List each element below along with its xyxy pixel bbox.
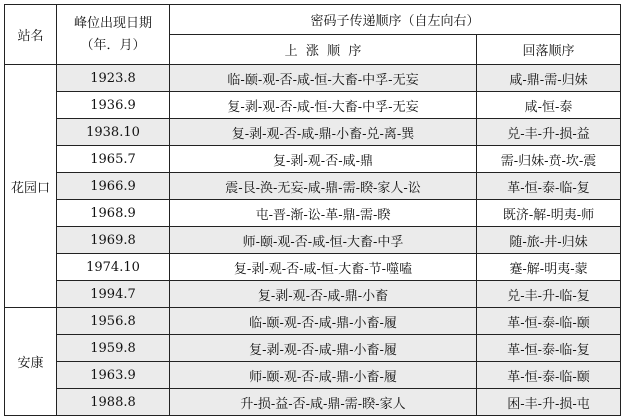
date-cell: 1988.8 (57, 389, 170, 416)
table-row (5, 362, 621, 389)
table-row (5, 146, 621, 173)
date-cell: 1969.8 (57, 227, 170, 254)
date-cell: 1956.8 (57, 308, 170, 335)
date-cell: 1936.9 (57, 92, 170, 119)
ascending-cell: 屯-晋-渐-讼-革-鼎-需-睽 (170, 200, 477, 227)
descending-cell: 兑-丰-升-临-复 (477, 281, 621, 308)
descending-cell: 革-恒-泰-临-颐 (477, 308, 621, 335)
ascending-cell: 升-损-益-否-咸-鼎-需-睽-家人 (170, 389, 477, 416)
table-row (5, 335, 621, 362)
date-cell: 1965.7 (57, 146, 170, 173)
header-date-line1: 峰位出现日期 (73, 15, 152, 31)
station-cell-huayuankou: 花园口 (5, 65, 57, 308)
table-row (5, 92, 621, 119)
header-ascending (170, 35, 477, 65)
descending-cell: 蹇-解-明夷-蒙 (477, 254, 621, 281)
ascending-cell: 复-剥-观-否-咸-鼎 (170, 146, 477, 173)
descending-cell: 革-恒-泰-临-复 (477, 173, 621, 200)
date-cell: 1938.10 (57, 119, 170, 146)
ascending-cell: 师-颐-观-否-咸-恒-大畜-中孚 (170, 227, 477, 254)
table-row (5, 308, 621, 335)
descending-cell: 咸-恒-泰 (477, 92, 621, 119)
header-ascending-label: 上 涨 顺 序 (284, 44, 362, 59)
date-cell: 1923.8 (57, 65, 170, 92)
header-station: 站名 (5, 5, 57, 65)
ascending-cell: 复-剥-观-否-咸-鼎-小畜-兑-离-巽 (170, 119, 477, 146)
date-cell: 1966.9 (57, 173, 170, 200)
header-date-line2: （年．月） (80, 37, 146, 53)
table-row (5, 254, 621, 281)
table-row (5, 227, 621, 254)
ascending-cell: 临-颐-观-否-咸-恒-大畜-中孚-无妄 (170, 65, 477, 92)
descending-cell: 随-旅-井-归妹 (477, 227, 621, 254)
station-cell-ankang: 安康 (5, 308, 57, 416)
ascending-cell: 复-剥-观-否-咸-鼎-小畜-履 (170, 335, 477, 362)
header-sequence-group: 密码子传递顺序（自左向右） (170, 5, 621, 35)
codon-sequence-table (4, 4, 621, 416)
table-row (5, 119, 621, 146)
ascending-cell: 临-颐-观-否-咸-鼎-小畜-履 (170, 308, 477, 335)
ascending-cell: 震-艮-涣-无妄-咸-鼎-需-睽-家人-讼 (170, 173, 477, 200)
descending-cell: 革-恒-泰-临-颐 (477, 362, 621, 389)
ascending-cell: 师-颐-观-否-咸-鼎-小畜-履 (170, 362, 477, 389)
date-cell: 1959.8 (57, 335, 170, 362)
table-row (5, 281, 621, 308)
table-row (5, 200, 621, 227)
header-descending: 回落顺序 (477, 35, 621, 65)
ascending-cell: 复-剥-观-否-咸-鼎-小畜 (170, 281, 477, 308)
table-row (5, 389, 621, 416)
descending-cell: 兑-丰-升-损-益 (477, 119, 621, 146)
date-cell: 1974.10 (57, 254, 170, 281)
descending-cell: 需-归妹-贲-坎-震 (477, 146, 621, 173)
descending-cell: 咸-鼎-需-归妹 (477, 65, 621, 92)
date-cell: 1963.9 (57, 362, 170, 389)
header-date (57, 5, 170, 65)
date-cell: 1968.9 (57, 200, 170, 227)
table-row (5, 173, 621, 200)
descending-cell: 困-丰-升-损-屯 (477, 389, 621, 416)
table-row (5, 65, 621, 92)
ascending-cell: 复-剥-观-否-咸-恒-大畜-中孚-无妄 (170, 92, 477, 119)
descending-cell: 既济-解-明夷-师 (477, 200, 621, 227)
ascending-cell: 复-剥-观-否-咸-恒-大畜-节-噬嗑 (170, 254, 477, 281)
date-cell: 1994.7 (57, 281, 170, 308)
descending-cell: 革-恒-泰-临-复 (477, 335, 621, 362)
